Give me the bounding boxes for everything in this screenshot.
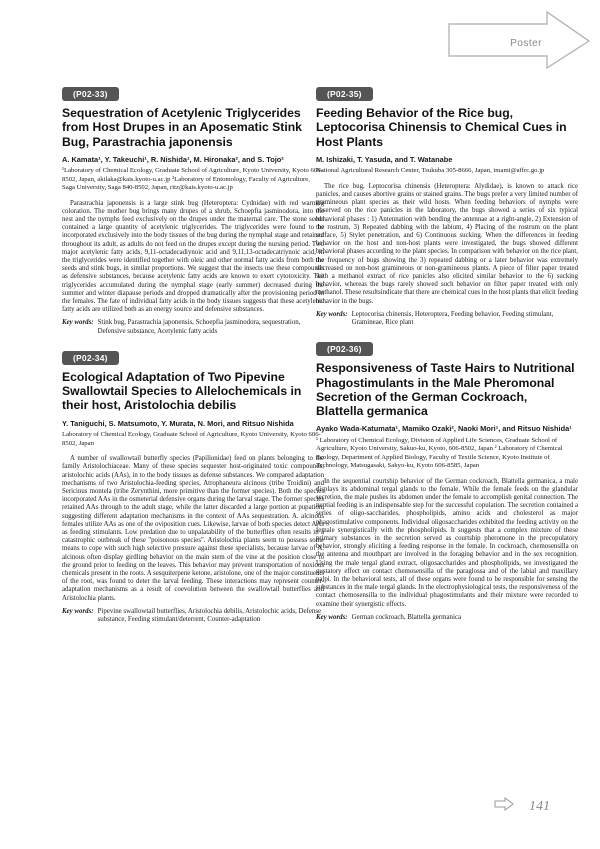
abstract-keywords: [62, 319, 324, 336]
abstract-title: Sequestration of Acetylenic Triglycerides from Host Drupes in an Aposematic Stink Bug, Parastrachia japonensis: [62, 106, 302, 149]
abstract-affiliation: Laboratory of Chemical Ecology, Graduate School of Agriculture, Kyoto University, Kyoto 606-8502, Japan: [62, 431, 321, 447]
page-arrow-icon: [494, 797, 514, 811]
keywords-label: Key words:: [316, 613, 348, 621]
abstract-title: Ecological Adaptation of Two Pipevine Swallowtail Species to Allelochemicals in their host, Aristolochia debilis: [62, 369, 302, 413]
abstract-title: Responsiveness of Taste Hairs to Nutritional Phagostimulants in the Male Pheromonal Secretion of the German Cockroach, Blattella germanica: [316, 361, 575, 419]
abstract-title: Feeding Behavior of the Rice bug, Leptocorisa Chinensis to Chemical Cues in Host Plants: [316, 106, 567, 149]
abstract-authors: M. Ishizaki, T. Yasuda, and T. Watanabe: [316, 154, 453, 164]
abstract-body: A number of swallowtail butterfly species (Papilionidae) feed on plants belonging to the family Aristolochiaceae. Many of these species sequester host-originated toxic compounds, aristolochic acids (AAs), in to the body tissues as defense substances. We compared adaptation mechanisms of two Aristolochia-feeding species, Atrophaneura alcinous (tribe Troidini) and Sericinus montela (tribe Zerynthini, more primitive than the former species). Both the species incorporated AAs in the osmeterial defensive organs during the larval stage. The former species retained AAs through to the adult stage, while the latter discarded a large portion at pupation, suggesting different adaptation mechanisms in the context of AAs sequestration. A. alcinous females utilize AAs as one of the oviposition cues. Likewise, larvae of both species detect AAs as feeding stimulants. Low predation due to unpalatability of the butterflies often results in a catastrophic outbreak of these "poisonous species". Aristolochia plants seem to possess some means to cope with such high selective pressure against these specialists, because larvae of A. alcinous often display girdling behavior on the main stem of the vine at the position close to the ground prior to feeding on the leaves. This behavior may prevent transportation of noxious chemicals present in the roots. A sesquiterpene ketone, aristolone, one of the major constituents of the root, was found to deter the larval feeding. These interactions may represent counter-adaptation mechanisms as a result of coevolution between the swallowtail butterflies and Aristolochia plants.: [62, 455, 325, 602]
abstract-authors: Y. Taniguchi, S. Matsumoto, Y. Murata, N. Mori, and Ritsuo Nishida: [62, 418, 294, 428]
abstract-affiliation: National Agricultural Research Center, Tsukuba 305-8666, Japan, imami@affrc.go.jp: [316, 167, 545, 175]
abstract-body: Parastrachia japonensis is a large stink bug (Heteroptera: Cydnidae) with red warning coloration. The mother bug brings many drupes of a shrub, Schoepfia jasminodora, into the nest and the nymphs feed exclusively on the drupes under the maternal care. The stone seeds contained a large quantity of acetylenic triglycerides. The triglycerides were found to be incorporated exclusively into the body tissues of the bug during the nymphal stage and retained throughout its adult, as adults do not feed on the drupes except during the nursing period. Two major acetylenic fatty acids, 9,11-octadecadiynoic acid and 9,11,13-octadecatriynoic acid, in the triglycerides were identified together with oleic and other normal fatty acids from both the seeds and stink bugs, in similar proportions. We suggest that the insects use these compounds as defensive substances, because acetylenic fatty acids are known to exert cytotoxicity. The triglycerides accumulated during the nymphal stage (early summer) decreased during the summer and winter diapause periods and dropped dramatically after the provisioning period in the females. The fate of individual fatty acids in the body tissues suggests that these acetylenic fatty acids are utilized both as an energy source and defensive substances.: [62, 199, 324, 314]
abstract-affiliation: ¹ Laboratory of Chemical Ecology, Division of Applied Life Sciences, Graduate School of Agriculture, Kyoto University, Sakuo-ku, Kyoto, 606-8502, Japan ² Laboratory of Chemical Ecology, Department of Applied Biology, Faculty of Textile Science, Kyoto Institute of Technology, Matsugasaki, Sakyo-ku, Kyoto 606-8585, Japan: [316, 437, 563, 470]
right-column: [316, 84, 578, 634]
abstract-body: In the sequential courtship behavior of the German cockroach, Blattella germanica, a male displays its abdominal tergal glands to the female. While the female feeds on the glandular secretion, the male pushes its abdomen under the female to accomplish genital connection. The nuptial feeding is an indispensable step for the successful copulation. The secretion contained a series of oligo-saccharides, phospholipids, amino acids and cholesterol as major phagostimulative components. Individual oligosaccharides exhibited the feeding activity on the female synergistically with the phospholipids. It suggests that a complex mixture of these primary substances in the secretion served as courtship pheromone in the precopulatory behavior, strongly eliciting a feeding response in the female. In cockroach, chemosensilla on the antenna and mouthpart are involved in the foraging behavior and in the sex recognition. Using the male tergal gland extract, oligosaccharides and phospholipids, we investigated the gustatory effect on contact chemosensilla of the paraglossa and of the labial and maxillary palpi. In the behavioral tests, all of these organs were found to be responsible for sensing the substances in the male tergal glands. In the electrophysiological tests, the responsiveness of the contact chemosensilla to the individual phagostimulants and their mixture were recorded to examine their synergistic effects.: [316, 477, 578, 608]
keywords-text: Leptocorisa chinensis, Heteroptera, Feeding behavior, Feeding stimulant, Gramineae, Rice plant: [351, 310, 554, 327]
abstract-p02-35: [316, 84, 578, 327]
abstract-keywords: [316, 614, 578, 622]
poster-label: Poster: [510, 38, 542, 49]
abstract-code: (P02-35): [316, 87, 373, 101]
abstract-body: The rice bug, Leptocorisa chinensis (Heteroptera: Alydidae), is known to attack rice panicles, and causes abortive grains or stained grains. The bugs prefer a very limited number of gramineous plant species as their wild hosts. When feeding behaviors of nymphs were observed on the rice panicles in the laboratory, the bugs showed a series of six typical behavioral phases : 1) Antennation with bending the antennae at a right-angle, 2) Extension of the rostrum, 3) Repeated dabbing with the labium, 4) Placing of the rostrum on the plant surface, 5) Stylet penetration, and 6) Continuous sucking. When the differences in feeding behavior on the host and non-host plants were investigated, the bugs showed different behavioral phases according to the plant species. In comparison with behavior on the rice plant, the frequency of bugs showing the 3) repeated dabbing or a later behavior was extremely decreased on non-host gramineous or non-gramineous plants. A piece of filter paper treated with a methanol extract of rice panicles also elicited similar behavior to the 6) sucking behavior, whereas the bugs rarely showed such behavior on filter paper treated with only methanol. These resultsindicate that there are chemical cues in the host plants that elicit feeding behavior in the bugs.: [316, 182, 578, 305]
abstract-affiliation: ¹Laboratory of Chemical Ecology, Graduate School of Agriculture, Kyoto University, Kyoto 606-8502, Japan, akilaka@kais.kyoto-u.ac.jp ²Laboratory of Entomology, Faculty of Agriculture, Saga University, Saga 840-8502, Japan, ritz@kais.kyoto-u.ac.jp: [62, 167, 323, 192]
abstract-p02-33: [62, 84, 324, 336]
abstract-keywords: [62, 608, 324, 625]
abstract-authors: A. Kamata¹, Y. Takeuchi¹, R. Nishida¹, M. Hironaka², and S. Tojo²: [62, 154, 284, 164]
keywords-label: Key words:: [316, 310, 348, 318]
abstract-keywords: [316, 311, 578, 328]
keywords-text: German cockroach, Blattella germanica: [351, 613, 462, 621]
keywords-text: Stink bug, Parastrachia japonensis, Schoepfia jasminodora, sequestration, Defensive substance, Acetylenic fatty acids: [97, 319, 301, 335]
left-column: [62, 84, 324, 636]
page-number: 141: [529, 799, 550, 814]
abstract-p02-36: [316, 339, 578, 622]
keywords-label: Key words:: [62, 607, 94, 615]
abstract-authors: Ayako Wada-Katumata¹, Mamiko Ozaki², Naoki Mori¹, and Ritsuo Nishida¹: [316, 424, 572, 434]
abstract-code: (P02-33): [62, 87, 119, 101]
keywords-label: Key words:: [62, 319, 94, 327]
keywords-text: Pipevine swallowtail butterflies, Aristolochia debilis, Aristolochic acids, Defense substance, Feeding stimulant/deterrent, Counter-adaptation: [97, 607, 322, 624]
abstract-code: (P02-36): [316, 342, 373, 356]
abstract-code: (P02-34): [62, 351, 119, 365]
abstract-p02-34: [62, 348, 324, 624]
